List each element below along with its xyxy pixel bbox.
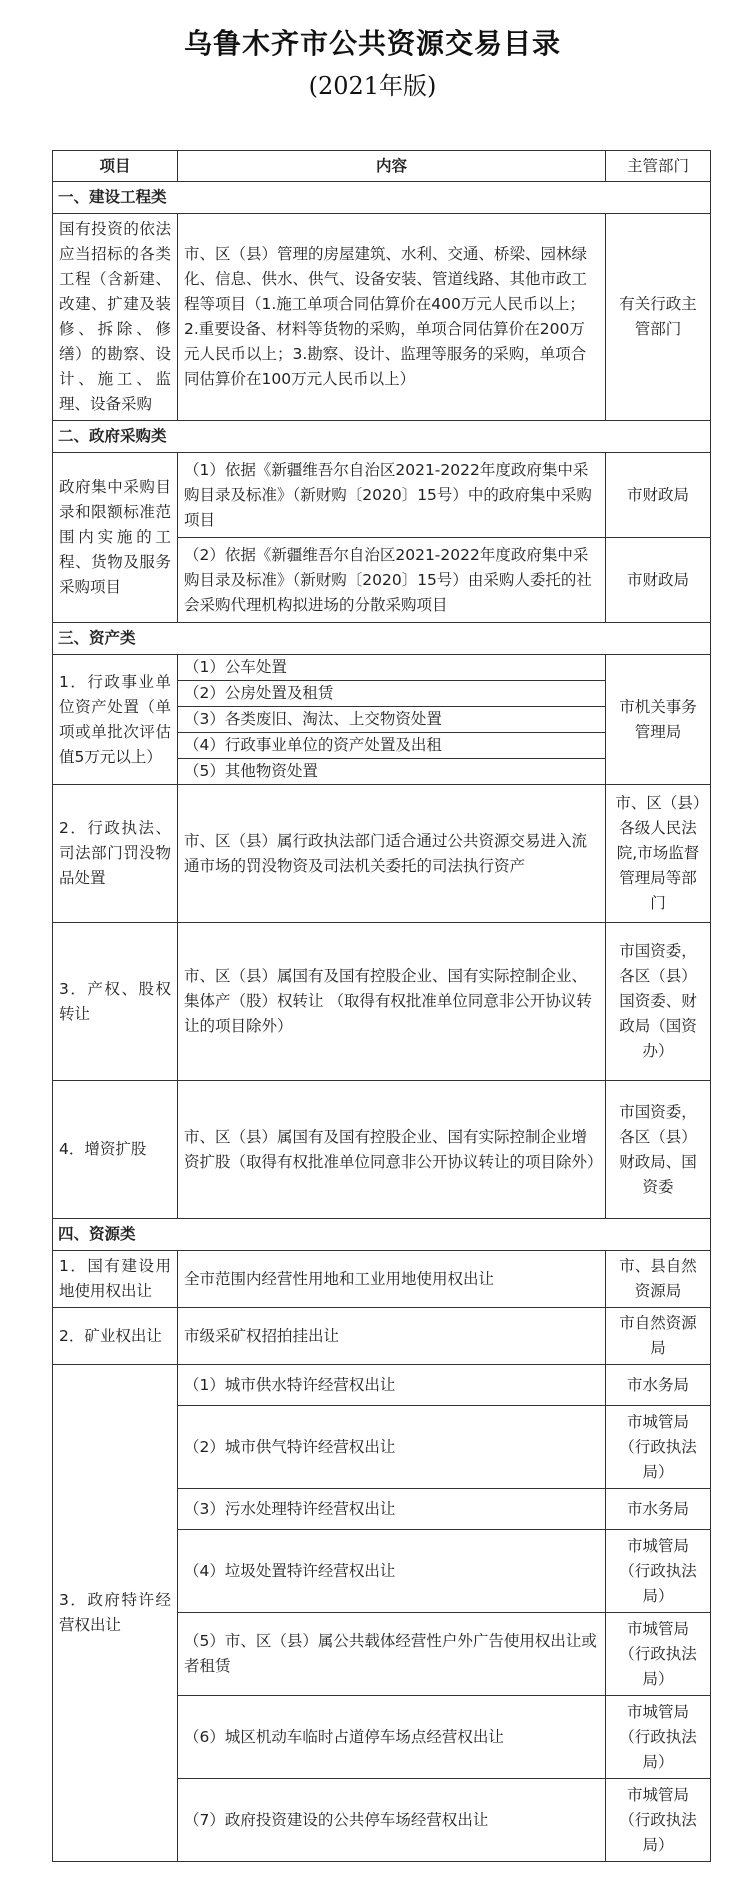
section-row	[53, 623, 711, 655]
content-cell: 市、区（县）属行政执法部门适合通过公共资源交易进入流通市场的罚没物资及司法机关委托的司法执行资产	[178, 785, 606, 923]
content-cell: （3）污水处理特许经营权出让	[178, 1489, 606, 1530]
dept-cell: 市机关事务管理局	[606, 655, 711, 785]
header-dept: 主管部门	[606, 151, 711, 182]
section-title: 四、资源类	[53, 1219, 711, 1251]
content-cell: （6）城区机动车临时占道停车场点经营权出让	[178, 1696, 606, 1779]
item-cell: 3．政府特许经营权出让	[53, 1365, 178, 1862]
page-title: 乌鲁木齐市公共资源交易目录	[183, 27, 561, 60]
content-cell: 市、区（县）管理的房屋建筑、水利、交通、桥梁、园林绿化、信息、供水、供气、设备安装、管道线路、其他市政工程等项目（1.施工单项合同估算价在400万元人民币以上；2.重要设备、材料等货物的采购，单项合同估算价在200万元人民币以上；3.勘察、设计、监理等服务的采购，单项合同估算价在100万元人民币以上）	[178, 214, 606, 421]
dept-cell: 市、区（县）各级人民法院,市场监督管理局等部门	[606, 785, 711, 923]
content-cell: （5）其他物资处置	[178, 759, 606, 785]
content-cell: （1）公车处置	[178, 655, 606, 681]
content-cell: 市、区（县）属国有及国有控股企业、国有实际控制企业、集体产（股）权转让 （取得有权批准单位同意非公开协议转让的项目除外）	[178, 923, 606, 1081]
dept-cell: 市水务局	[606, 1489, 711, 1530]
dept-cell: 市城管局（行政执法局）	[606, 1613, 711, 1696]
dept-cell: 市国资委，各区（县）国资委、财政局（国资办）	[606, 923, 711, 1081]
item-cell: 2．行政执法、司法部门罚没物品处置	[53, 785, 178, 923]
dept-cell: 市城管局（行政执法局）	[606, 1530, 711, 1613]
dept-cell: 市水务局	[606, 1365, 711, 1406]
content-cell: （4）行政事业单位的资产处置及出租	[178, 733, 606, 759]
dept-cell: 市城管局（行政执法局）	[606, 1406, 711, 1489]
content-cell: 市、区（县）属国有及国有控股企业、国有实际控制企业增资扩股（取得有权批准单位同意非公开协议转让的项目除外）	[178, 1081, 606, 1219]
dept-cell: 市自然资源局	[606, 1308, 711, 1365]
table-row	[53, 785, 711, 923]
content-cell: （4）垃圾处置特许经营权出让	[178, 1530, 606, 1613]
section-row	[53, 182, 711, 214]
table-row	[53, 1251, 711, 1308]
item-cell: 国有投资的依法应当招标的各类工程（含新建、改建、扩建及装修、拆除、修缮）的勘察、设计、施工、监理、设备采购	[53, 214, 178, 421]
content-cell: （1）依据《新疆维吾尔自治区2021-2022年度政府集中采购目录及标准》（新财购〔2020〕15号）中的政府集中采购项目	[178, 453, 606, 538]
table-row	[53, 1081, 711, 1219]
content-cell: （7）政府投资建设的公共停车场经营权出让	[178, 1779, 606, 1862]
item-cell: 4．增资扩股	[53, 1081, 178, 1219]
section-title: 一、建设工程类	[53, 182, 711, 214]
content-cell: （1）城市供水特许经营权出让	[178, 1365, 606, 1406]
section-row	[53, 421, 711, 453]
table-row	[53, 1365, 711, 1406]
table-row	[53, 1308, 711, 1365]
dept-cell: 市、县自然资源局	[606, 1251, 711, 1308]
content-cell: （3）各类废旧、淘汰、上交物资处置	[178, 707, 606, 733]
table-row	[53, 655, 711, 681]
content-cell: （2）城市供气特许经营权出让	[178, 1406, 606, 1489]
content-cell: 全市范围内经营性用地和工业用地使用权出让	[178, 1251, 606, 1308]
section-title: 三、资产类	[53, 623, 711, 655]
header-item: 项目	[53, 151, 178, 182]
dept-cell: 市财政局	[606, 453, 711, 538]
header-content: 内容	[178, 151, 606, 182]
item-cell: 2．矿业权出让	[53, 1308, 178, 1365]
dept-cell: 市国资委，各区（县）财政局、国资委	[606, 1081, 711, 1219]
catalog-table	[52, 150, 711, 1862]
dept-cell: 市城管局（行政执法局）	[606, 1696, 711, 1779]
content-cell: 市级采矿权招拍挂出让	[178, 1308, 606, 1365]
table-row	[53, 453, 711, 538]
page-subtitle: (2021年版)	[308, 72, 437, 100]
content-cell: （2）公房处置及租赁	[178, 681, 606, 707]
item-cell: 3．产权、股权转让	[53, 923, 178, 1081]
content-cell: （2）依据《新疆维吾尔自治区2021-2022年度政府集中采购目录及标准》（新财购〔2020〕15号）由采购人委托的社会采购代理机构拟进场的分散采购项目	[178, 538, 606, 623]
dept-cell: 市财政局	[606, 538, 711, 623]
dept-cell: 市城管局（行政执法局）	[606, 1779, 711, 1862]
dept-cell: 有关行政主管部门	[606, 214, 711, 421]
table-row	[53, 214, 711, 421]
table-row	[53, 923, 711, 1081]
item-cell: 政府集中采购目录和限额标准范围内实施的工程、货物及服务采购项目	[53, 453, 178, 623]
table-header-row	[53, 151, 711, 182]
item-cell: 1．行政事业单位资产处置（单项或单批次评估值5万元以上）	[53, 655, 178, 785]
item-cell: 1．国有建设用地使用权出让	[53, 1251, 178, 1308]
section-title: 二、政府采购类	[53, 421, 711, 453]
section-row	[53, 1219, 711, 1251]
content-cell: （5）市、区（县）属公共载体经营性户外广告使用权出让或者租赁	[178, 1613, 606, 1696]
